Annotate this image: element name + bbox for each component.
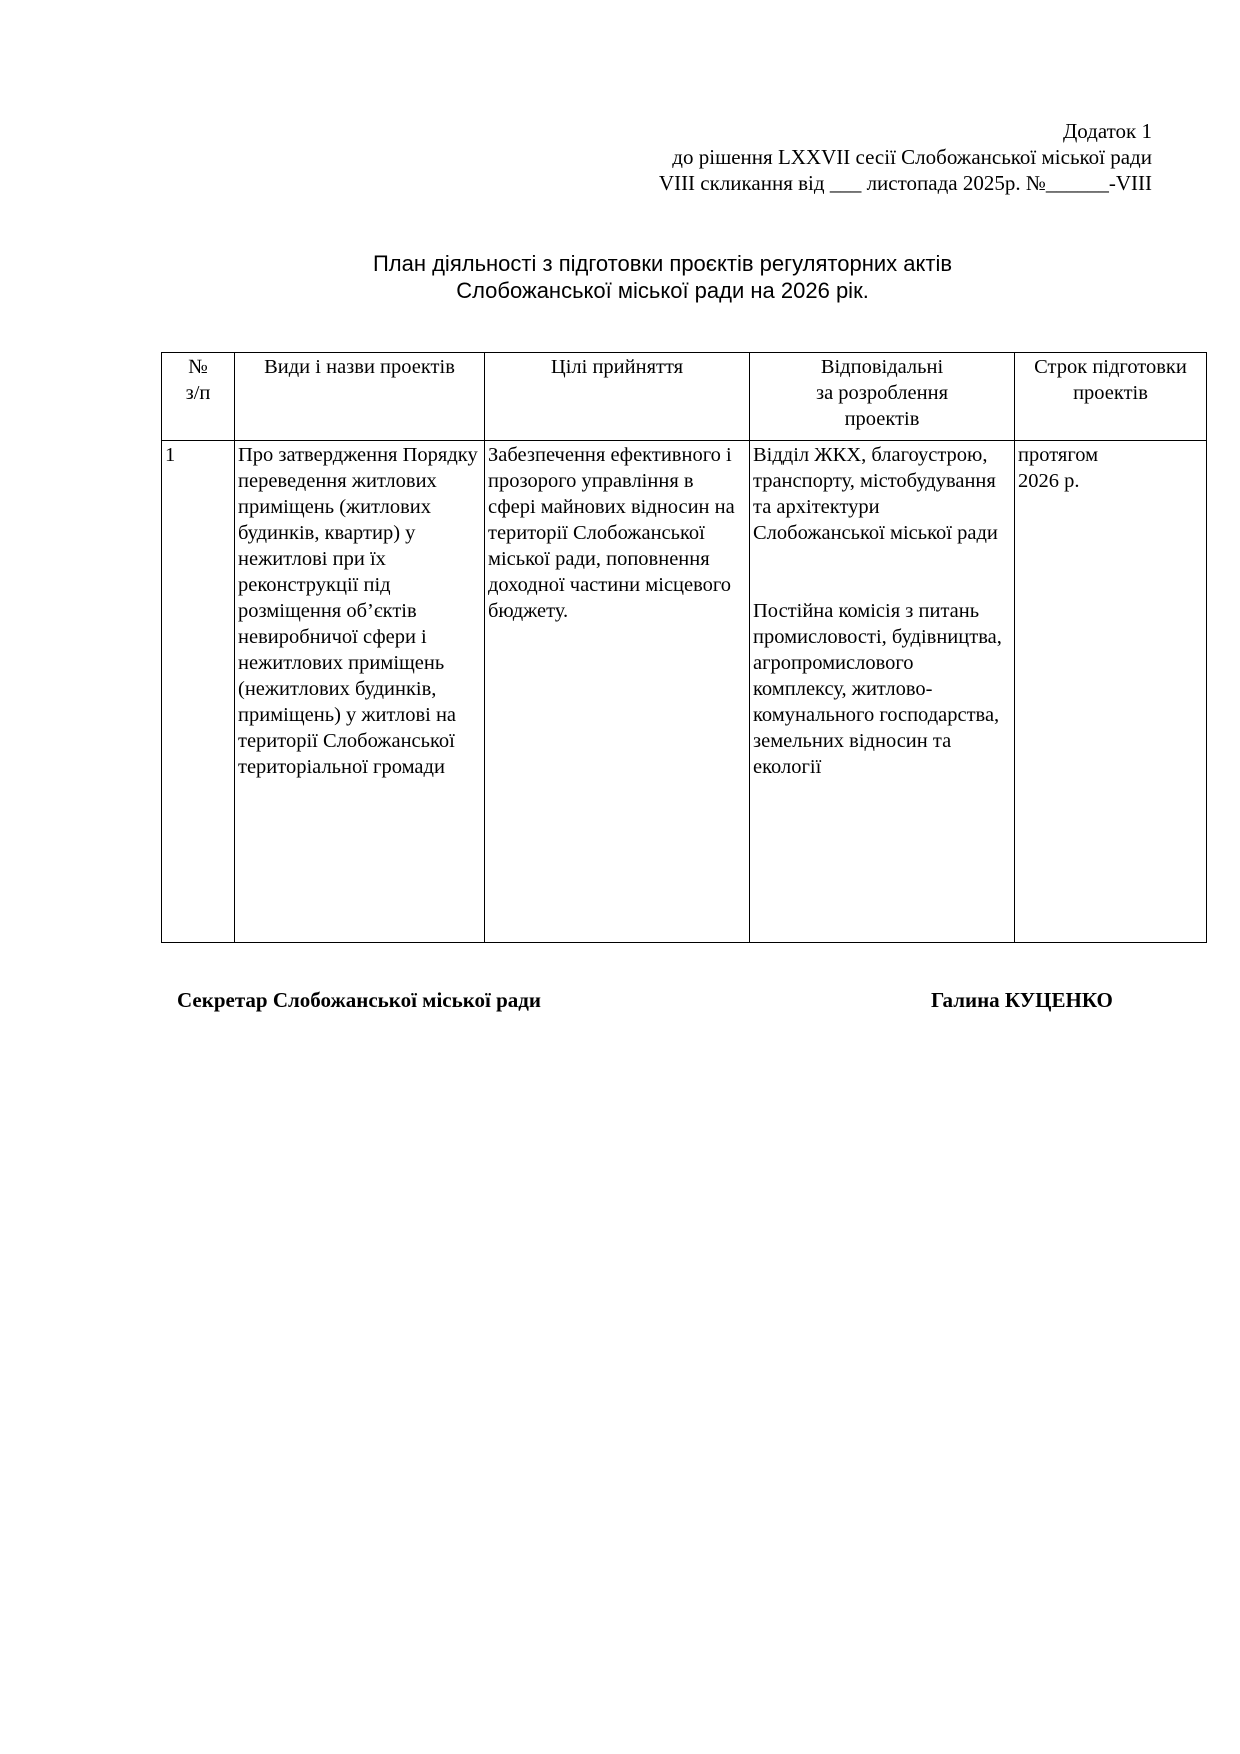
title-line-2: Слобожанської міської ради на 2026 рік. bbox=[456, 278, 869, 303]
responsible-primary: Відділ ЖКХ, благоустрою, транспорту, містобудування та архітектури Слобожанської міської ради bbox=[753, 444, 998, 544]
cell-goal: Забезпечення ефективного і прозорого управління в сфері майнових відносин на території Слобожанської міської ради, поповнення доходної частини місцевого бюджету. bbox=[485, 441, 750, 943]
header-deadline: Строк підготовки проектів bbox=[1015, 353, 1207, 441]
signature-name: Галина КУЦЕНКО bbox=[931, 988, 1113, 1012]
cell-responsible bbox=[750, 441, 1015, 943]
cell-name: Про затвердження Порядку переведення житлових приміщень (житлових будинків, квартир) у нежитлові при їх реконструкції під розміщення об’єктів невиробничої сфери і нежитлових приміщень (нежитлових будинків, приміщень) у житлові на території Слобожанської територіальної громади bbox=[235, 441, 485, 943]
table-header-row bbox=[162, 353, 1207, 441]
cell-deadline: протягом 2026 р. bbox=[1015, 441, 1207, 943]
header-number: № з/п bbox=[162, 353, 235, 441]
header-name: Види і назви проектів bbox=[235, 353, 485, 441]
header-responsible: Відповідальні за розроблення проектів bbox=[750, 353, 1015, 441]
appendix-line-3: VIII скликання від ___ листопада 2025р. №______-VIII bbox=[658, 171, 1152, 195]
appendix-line-1: Додаток 1 bbox=[1062, 119, 1152, 143]
signature-position: Секретар Слобожанської міської ради bbox=[177, 988, 542, 1012]
appendix-header bbox=[659, 118, 1152, 196]
document-title bbox=[0, 250, 1240, 304]
responsible-spacer bbox=[753, 546, 1011, 598]
appendix-line-2: до рішення LXXVII сесії Слобожанської міської ради bbox=[672, 145, 1152, 169]
header-goal: Цілі прийняття bbox=[485, 353, 750, 441]
table-row bbox=[162, 441, 1207, 943]
title-line-1: План діяльності з підготовки проєктів регуляторних актів bbox=[372, 251, 953, 276]
plan-table bbox=[161, 352, 1207, 943]
responsible-secondary: Постійна комісія з питань промисловості, будівництва, агропромислового комплексу, житлово-комунального господарства, земельних відносин та екології bbox=[753, 600, 1002, 778]
cell-number: 1 bbox=[162, 441, 235, 943]
